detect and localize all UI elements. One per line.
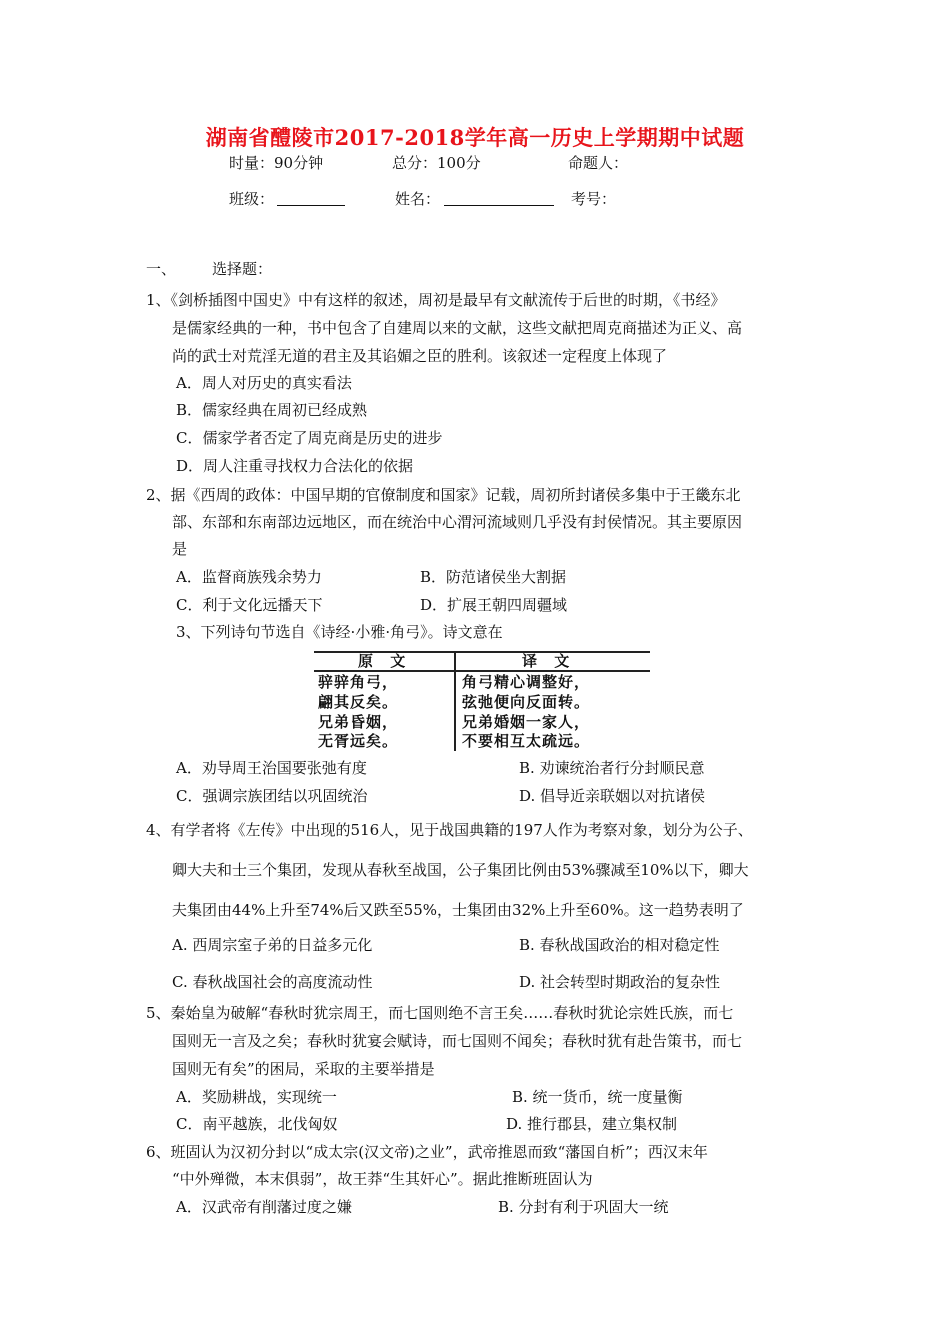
q1-line: 是儒家经典的一种，书中包含了自建周以来的文献，这些文献把周克商描述为正义、高: [172, 319, 743, 337]
exam-score: 总分：100分: [392, 154, 481, 172]
q6-option-a[interactable]: A．汉武帝有削藩过度之嫌: [176, 1198, 352, 1216]
q4-option-a[interactable]: A. 西周宗室子弟的日益多元化: [172, 936, 373, 954]
q1-option-c[interactable]: C．儒家学者否定了周克商是历史的进步: [176, 429, 443, 447]
q5-option-b[interactable]: B. 统一货币，统一度量衡: [512, 1088, 683, 1106]
q4-option-b[interactable]: B. 春秋战国政治的相对稳定性: [519, 936, 720, 954]
q5-option-d[interactable]: D. 推行郡县，建立集权制: [506, 1115, 678, 1133]
q5-option-a[interactable]: A．奖励耕战，实现统一: [176, 1088, 337, 1106]
q2-option-a[interactable]: A．监督商族残余势力: [176, 568, 322, 586]
table-cell: 不要相互太疏远。: [462, 732, 591, 750]
table-cell: 角弓精心调整好，: [462, 673, 591, 691]
table-cell: 弦弛便向反面转。: [462, 693, 591, 711]
table-cell: 骍骍角弓，: [318, 673, 399, 691]
class-field[interactable]: [277, 191, 345, 206]
q2-line: 2、据《西周的政体：中国早期的官僚制度和国家》记载，周初所封诸侯多集中于王畿东北: [146, 486, 741, 504]
q1-option-d[interactable]: D．周人注重寻找权力合法化的依据: [176, 457, 414, 475]
q5-line: 5、秦始皇为破解“春秋时犹宗周王，而七国则绝不言王矣……春秋时犹论宗姓氏族，而七: [146, 1004, 734, 1022]
exam-title: 湖南省醴陵市2017-2018学年高一历史上学期期中试题: [205, 125, 745, 150]
poem-table: [314, 651, 650, 751]
table-cell: 无胥远矣。: [318, 732, 399, 750]
q6-option-b[interactable]: B. 分封有利于巩固大一统: [498, 1198, 669, 1216]
q1-line: 1、《剑桥插图中国史》中有这样的叙述，周初是最早有文献流传于后世的时期，《书经》: [146, 291, 726, 309]
q3-option-d[interactable]: D. 倡导近亲联姻以对抗诸侯: [519, 787, 706, 805]
q2-line: 部、东部和东南部边远地区，而在统治中心渭河流域则几乎没有封侯情况。其主要原因: [172, 513, 743, 531]
q4-option-c[interactable]: C. 春秋战国社会的高度流动性: [172, 973, 373, 991]
table-cell: 兄弟婚姻一家人，: [462, 713, 591, 731]
q5-line: 国则无一言及之矣；春秋时犹宴会赋诗，而七国则不闻矣；春秋时犹有赴告策书，而七: [172, 1032, 743, 1050]
q1-option-a[interactable]: A．周人对历史的真实看法: [176, 374, 352, 392]
q4-line: 4、有学者将《左传》中出现的516人，见于战国典籍的197人作为考察对象，划分为公子、: [146, 821, 753, 839]
q4-line: 卿大夫和士三个集团，发现从春秋至战国，公子集团比例由53%骤减至10%以下，卿大: [172, 861, 749, 879]
q5-line: 国则无有矣”的困局，采取的主要举措是: [172, 1060, 435, 1078]
table-cell: 兄弟昏姻，: [318, 713, 399, 731]
name-label: 姓名：: [395, 190, 441, 208]
q3-option-b[interactable]: B. 劝谏统治者行分封顺民意: [519, 759, 705, 777]
table-divider: [454, 651, 456, 751]
name-field[interactable]: [444, 191, 554, 206]
q2-option-d[interactable]: D．扩展王朝四周疆域: [420, 596, 568, 614]
exam-author: 命题人：: [568, 154, 629, 172]
q2-option-c[interactable]: C．利于文化远播天下: [176, 596, 323, 614]
table-cell: 翩其反矣。: [318, 693, 399, 711]
q3-option-a[interactable]: A．劝导周王治国要张弛有度: [176, 759, 367, 777]
q2-line: 是: [172, 540, 188, 558]
q3-line: 3、下列诗句节选自《诗经·小雅·角弓》。诗文意在: [176, 623, 503, 641]
id-label: 考号：: [571, 190, 617, 208]
q6-line: 6、班固认为汉初分封以“成太宗(汉文帝)之业”，武帝推恩而致“藩国自析”；西汉末年: [146, 1143, 708, 1161]
q3-option-c[interactable]: C．强调宗族团结以巩固统治: [176, 787, 368, 805]
q1-line: 尚的武士对荒淫无道的君主及其谄媚之臣的胜利。该叙述一定程度上体现了: [172, 347, 668, 365]
exam-time: 时量：90分钟: [229, 154, 324, 172]
q1-option-b[interactable]: B．儒家经典在周初已经成熟: [176, 401, 368, 419]
q4-option-d[interactable]: D. 社会转型时期政治的复杂性: [519, 973, 721, 991]
section-number: 一、: [146, 260, 177, 278]
table-header-original: 原 文: [358, 652, 412, 670]
q2-option-b[interactable]: B．防范诸侯坐大割据: [420, 568, 567, 586]
q4-line: 夫集团由44%上升至74%后又跌至55%，士集团由32%上升至60%。这一趋势表明了: [172, 901, 744, 919]
table-header-translation: 译 文: [522, 652, 576, 670]
class-label: 班级：: [229, 190, 275, 208]
q5-option-c[interactable]: C．南平越族，北伐匈奴: [176, 1115, 338, 1133]
section-title: 选择题：: [212, 260, 273, 278]
q6-line: “中外殚微，本末俱弱”，故王莽“生其奸心”。据此推断班固认为: [172, 1170, 593, 1188]
